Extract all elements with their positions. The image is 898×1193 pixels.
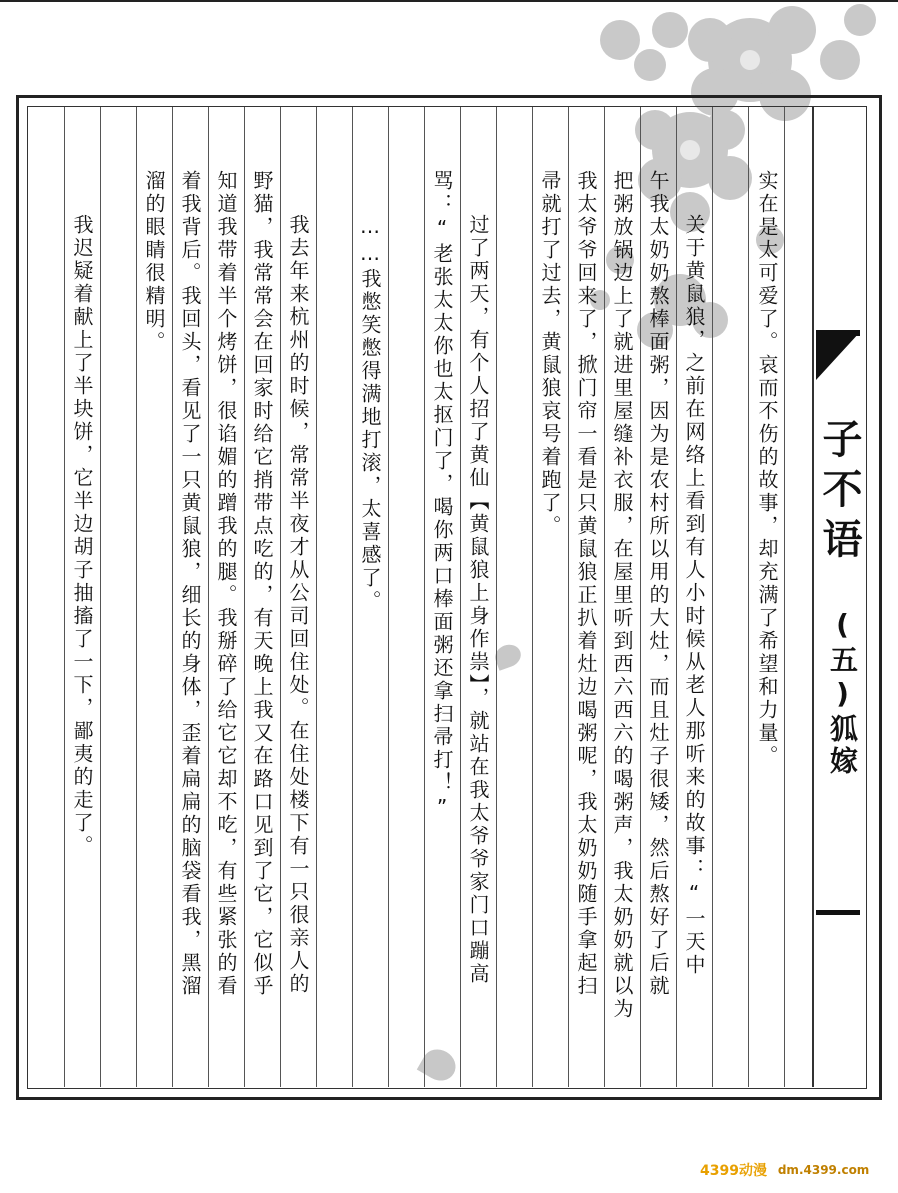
site-url[interactable]: dm.4399.com	[777, 1163, 870, 1177]
text-column: ……我憋笑憋得满地打滚，太喜感了。	[358, 214, 382, 613]
text-column: 野猫，我常常会在回家时给它捎带点吃的，有天晚上我又在路口见到了它，它似乎	[250, 170, 274, 998]
text-column: 骂：“老张太太你也太抠门了，喝你两口棒面粥还拿扫帚打！”	[430, 170, 454, 822]
text-column: 我太爷爷回来了，掀门帘一看是只黄鼠狼正扒着灶边喝粥呢，我太奶奶随手拿起扫	[574, 170, 598, 998]
page-subtitle: (五)狐嫁	[826, 608, 859, 778]
text-column: 午我太奶奶熬棒面粥，因为是农村所以用的大灶，而且灶子很矮，然后熬好了后就	[646, 170, 670, 998]
text-column: 知道我带着半个烤饼，很谄媚的蹭我的腿。我掰碎了给它它却不吃，有些紧张的看	[214, 170, 238, 998]
text-column: 关于黄鼠狼，之前在网络上看到有人小时候从老人那听来的故事：“一天中	[682, 214, 706, 977]
text-column: 我迟疑着献上了半块饼，它半边胡子抽搐了一下，鄙夷的走了。	[70, 214, 94, 858]
text-column: 把粥放锅边上了就进里屋缝补衣服，在屋里听到西六西六的喝粥声，我太奶奶就以为	[610, 170, 634, 1021]
footer-logo[interactable]	[700, 1160, 896, 1186]
text-column: 我去年来杭州的时候，常常半夜才从公司回住处。在住处楼下有一只很亲人的	[286, 214, 310, 996]
text-column: 着我背后。我回头，看见了一只黄鼠狼，细长的身体，歪着扁扁的脑袋看我，黑溜	[178, 170, 202, 998]
text-column: 溜的眼睛很精明。	[142, 170, 166, 354]
text-column: 帚就打了过去，黄鼠狼哀号着跑了。	[538, 170, 562, 538]
text-column: 实在是太可爱了。哀而不伤的故事，却充满了希望和力量。	[755, 170, 779, 768]
brand-name: 4399动漫	[700, 1163, 767, 1179]
title-decoration-triangle	[816, 332, 860, 380]
title-bottom-bar	[816, 910, 860, 915]
page-title: 子不语	[816, 418, 862, 568]
text-column: 过了两天，有个人招了黄仙【黄鼠狼上身作祟】，就站在我太爷爷家门口蹦高	[466, 214, 490, 986]
